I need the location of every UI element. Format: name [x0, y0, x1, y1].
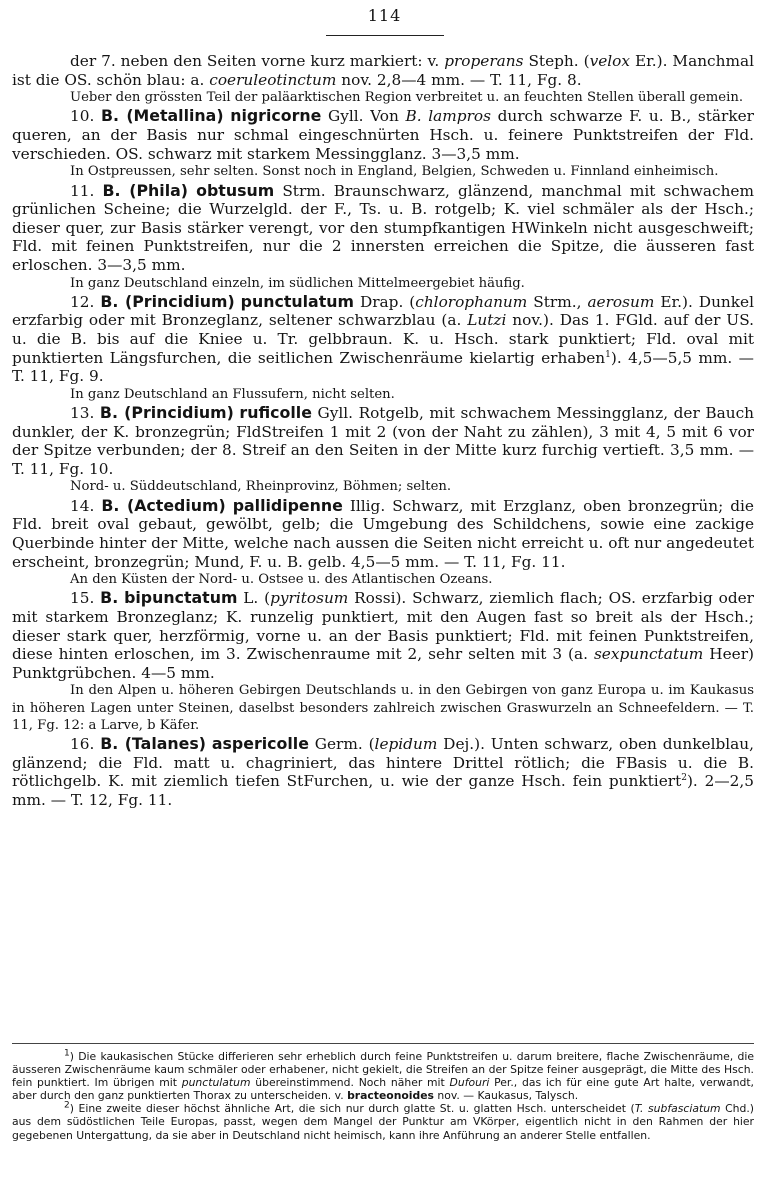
text-run: Steph. ( — [523, 52, 590, 70]
italic-name: punctulatum — [181, 1076, 251, 1090]
text-run: ) Die kaukasischen Stücke differieren sehr erheblich durch feine Punktstreifen u. darum breitere, flache Zwischenräume, die äusseren Zwischenräume kaum schmäler oder erhabener, nicht gekielt, die Streifen an der Spitze feiner ausgeprägt, die Mitte des Hsch. fein punktiert. Im übrigen mit — [12, 1050, 754, 1090]
distribution-note-ruficolle — [12, 478, 754, 495]
main-text — [12, 52, 754, 810]
species-name: bipunctatum — [124, 588, 238, 608]
text-run: Ueber den grössten Teil der paläarktischen Region verbreitet u. an feuchten Stellen überall gemein. — [70, 90, 744, 106]
text-run: Chd.) aus dem südöstlichen Teile Europas, passt, wegen dem Mangel der Punktur am VKörper, eigentlich nicht in den Rahmen der hier gegebenen Untergattung, da sie aber in Deutschland nicht heimisch, kann ihre Anführung an anderer Stelle entfallen. — [12, 1102, 755, 1142]
bold-name: bracteonoides — [347, 1089, 434, 1103]
text-run: In Ostpreussen, sehr selten. Sonst noch in England, Belgien, Schweden u. Finnland einheimisch. — [70, 164, 719, 180]
text-run — [226, 497, 233, 515]
species-name: obtusum — [196, 180, 275, 200]
text-run: ). 2—2,5 mm. — T. 12, Fg. 11. — [12, 772, 754, 810]
italic-name: lepidum — [374, 735, 438, 754]
genus-name: B. (Metallina) — [100, 106, 224, 126]
italic-name: sexpunctatum — [593, 645, 704, 664]
species-name: nigricorne — [230, 106, 322, 126]
italic-name: Lutzi — [467, 311, 507, 330]
distribution-note-punctulatum — [12, 386, 754, 403]
text-run: nov. — Kaukasus, Talysch. — [434, 1089, 579, 1103]
species-entry-ruficolle — [12, 404, 754, 478]
species-entry-p0 — [12, 52, 754, 89]
footnote-rule — [12, 1043, 754, 1044]
text-run: Strm. Braunschwarz, glänzend, manchmal mit schwachem grünlichen Scheine; die Wurzelgld. der F., Ts. u. B. rotgelb; K. viel schmäler als der Hsch.; dieser quer, zur Basis stärker verengt, vor den stumpfkantigen HWinkeln nicht ausgeschweift; Fld. mit feinen Punktstreifen, nur die 2 innersten erreichen die Spitze, die äusseren fast erloschen. 3—3,5 mm. — [12, 181, 754, 274]
text-run: ). 4,5—5,5 mm. — T. 11, Fg. 9. — [12, 348, 754, 386]
text-run — [188, 182, 196, 200]
italic-name: T. subfasciatum — [634, 1102, 721, 1116]
genus-name: B. (Princidium) — [99, 403, 234, 423]
genus-name: B. (Phila) — [102, 180, 188, 200]
genus-name: B. (Talanes) — [100, 734, 206, 754]
text-run: nov.). Das 1. FGld. auf der US. u. die B. bis auf die Kniee u. Tr. gelbbraun. K. u. Hsch. stark punktiert; Fld. oval mit punktierten Längsfurchen, die seitlichen Zwischenräume kielartig erhaben — [12, 311, 754, 367]
distribution-note-obtusum — [12, 275, 754, 292]
italic-name: aerosum — [587, 292, 655, 311]
text-run: nov. 2,8—4 mm. — T. 11, Fg. 8. — [336, 70, 582, 89]
text-run: Germ. ( — [308, 735, 375, 754]
text-run: Drap. ( — [353, 292, 416, 311]
distribution-note-pallidipenne — [12, 571, 754, 588]
species-name: pallidipenne — [232, 495, 343, 515]
text-run: Nord- u. Süddeutschland, Rheinprovinz, Böhmen; selten. — [70, 479, 452, 495]
text-run: An den Küsten der Nord- u. Ostsee u. des Atlantischen Ozeans. — [70, 572, 493, 588]
species-entry-nigricorne — [12, 107, 754, 163]
footnote-1 — [12, 1050, 754, 1102]
species-name: ruficolle — [239, 403, 312, 423]
text-run: Gyll. Rotgelb, mit schwachem Messingglanz, der Bauch dunkler, der K. bronzegrün; FldStreifen 1 mit 2 (von der Naht zu zählen), 3 mit 4, 5 mit 6 vor der Spitze verbunden; der 8. Streif an den Seiten in der Mitte kurz furchig vertieft. 3,5 mm. — T. 11, Fg. 10. — [12, 404, 754, 478]
text-run: Gyll. Von — [321, 107, 406, 126]
italic-name: B. lampros — [405, 107, 491, 126]
genus-name: B. (Actedium) — [101, 495, 226, 515]
distribution-note-nigricorne — [12, 163, 754, 180]
text-run: Strm., — [527, 292, 588, 311]
text-run: durch schwarze F. u. B., stärker queren, an der Basis nur schmal eingeschnürten Hsch. u. feinere Punktstreifen der Fld. verschieden. OS. schwarz mit starkem Messingglanz. 3—3,5 mm. — [12, 107, 754, 163]
page-number: 114 — [367, 6, 402, 25]
italic-name: coeruleotinctum — [209, 70, 337, 89]
italic-name: Dufouri — [449, 1076, 490, 1090]
text-run: 14. — [70, 496, 102, 515]
species-entry-pallidipenne — [12, 497, 754, 571]
text-run: Er.). Manchmal ist die OS. schön blau: a. — [12, 52, 754, 89]
footnote-ref: 2 — [681, 773, 687, 784]
italic-name: pyritosum — [270, 589, 349, 608]
genus-name: B. — [100, 588, 119, 608]
species-entry-aspericolle — [12, 735, 754, 809]
species-name: punctulatum — [240, 291, 354, 311]
text-run: ) Eine zweite dieser höchst ähnliche Art, die sich nur durch glatte St. u. glatten Hsch. unterscheidet ( — [69, 1102, 635, 1116]
text-run: In den Alpen u. höheren Gebirgen Deutschlands u. in den Gebirgen von ganz Europa u. im Kaukasus in höheren Lagen unter Steinen, daselbst besonders zahlreich zwischen Graswurzeln an Schneefeldern. — T. 11, Fg. 12: a Larve, b Käfer. — [12, 683, 754, 733]
footnote-ref: 1 — [605, 349, 611, 360]
text-run: 16. — [70, 735, 101, 754]
footnote-ref: 2 — [64, 1100, 70, 1111]
text-run: 13. — [70, 404, 100, 423]
header-rule — [326, 35, 444, 36]
text-run: 10. — [70, 107, 101, 126]
genus-name: B. (Princidium) — [100, 291, 235, 311]
text-run: Heer) Punktgrübchen. 4—5 mm. — [12, 645, 754, 682]
italic-name: chlorophanum — [415, 292, 528, 311]
text-run: übereinstimmend. Noch näher mit — [250, 1076, 450, 1090]
text-run: der 7. neben den Seiten vorne kurz markiert: v. — [70, 52, 445, 70]
text-run: In ganz Deutschland an Flussufern, nicht selten. — [70, 386, 395, 402]
text-run: 15. — [70, 589, 101, 608]
species-entry-punctulatum — [12, 293, 754, 386]
text-run: In ganz Deutschland einzeln, im südlichen Mittelmeergebiet häufig. — [70, 275, 525, 291]
text-run: Er.). Dunkel erzfarbig oder mit Bronzeglanz, seltener schwarzblau (a. — [12, 292, 754, 330]
italic-name: velox — [589, 52, 630, 70]
italic-name: properans — [444, 52, 524, 70]
distribution-note-bipunctatum — [12, 682, 754, 734]
species-entry-obtusum — [12, 182, 754, 275]
footnotes — [12, 1050, 754, 1142]
species-entry-bipunctatum — [12, 589, 754, 682]
footnote-ref: 1 — [64, 1048, 70, 1059]
footnote-2 — [12, 1102, 754, 1141]
distribution-note-p1 — [12, 89, 754, 106]
text-run: Rossi). Schwarz, ziemlich flach; OS. erzfarbig oder mit starkem Bronzeglanz; K. runzelig punktiert, mit den Augen fast so breit als der Hsch.; dieser stark quer, herzförmig, vorne u. an der Basis punktiert; Fld. mit feinen Punktstreifen, diese hinten erloschen, im 3. Zwischenraume mit 2, sehr selten mit 3 (a. — [12, 589, 754, 664]
text-run: 12. — [70, 292, 101, 311]
text-run: Dej.). Unten schwarz, oben dunkelblau, glänzend; die Fld. matt u. chagriniert, das hintere Drittel rötlich; die FBasis u. die B. rötlichgelb. K. mit ziemlich tiefen StFurchen, u. wie der ganze Hsch. fein punktiert — [12, 735, 754, 791]
text-run: L. ( — [237, 589, 271, 608]
text-run: Illig. Schwarz, mit Erzglanz, oben bronzegrün; die Fld. breit oval gebaut, gewölbt, gelb; die Umgebung des Schildchens, sowie eine zackige Querbinde hinter der Mitte, welche nach aussen die Seiten nicht erreicht u. oft nur angedeutet erscheint, bronzegrün; Mund, F. u. B. gelb. 4,5—5 mm. — T. 11, Fg. 11. — [12, 496, 754, 571]
text-run: Per., das ich für eine gute Art halte, verwandt, aber durch den ganz punktierten Thorax zu unterscheiden. v. — [12, 1076, 754, 1103]
species-name: aspericolle — [211, 734, 309, 754]
text-run: 11. — [70, 181, 103, 200]
